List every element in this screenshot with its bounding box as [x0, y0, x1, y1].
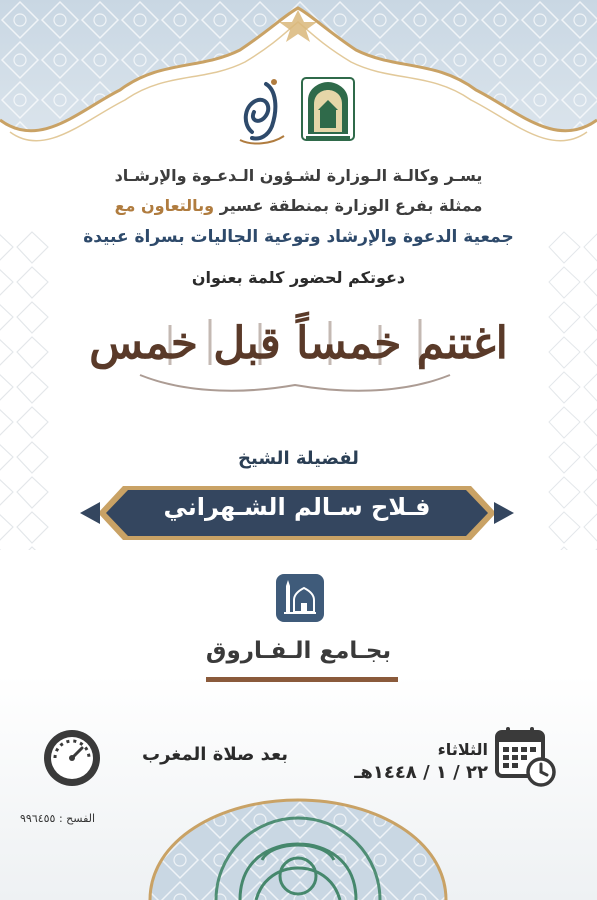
talk-title: اغتنم خمساً قبل خمس	[89, 318, 508, 369]
branch-line	[0, 196, 597, 215]
permit-number: الفسح : ٩٩٦٤٥٥	[20, 812, 96, 825]
association-line: جمعية الدعوة والإرشاد وتوعية الجاليات بسراة عبيدة	[83, 227, 514, 247]
venue-name: بجـامع الـفـاروق	[205, 638, 392, 664]
event-time: بعد صلاة المغرب	[142, 744, 288, 765]
organizer-line: يسـر وكالـة الـوزارة لشـؤون الـدعـوة والإرشـاد	[114, 166, 483, 185]
speaker-name: فـلاح سـالم الشـهراني	[163, 493, 431, 521]
ministry-logos	[232, 74, 362, 150]
event-date: ٢٢ / ١ / ١٤٤٨هـ	[354, 762, 488, 783]
speaker-label: لفضيلة الشيخ	[238, 448, 359, 469]
venue-underline	[206, 677, 398, 682]
branch-text: ممثلة بفرع الوزارة بمنطقة عسير	[219, 196, 483, 215]
bottom-medallion-ornament	[0, 760, 597, 900]
invitation-line: دعوتكم لحضور كلمة بعنوان	[191, 268, 406, 287]
ministry-emblem	[302, 78, 354, 140]
event-day: الثلاثاء	[437, 740, 488, 759]
mosque-icon	[276, 574, 324, 622]
calligraphy-logo	[240, 79, 284, 143]
cooperation-text: وبالتعاون مع	[114, 196, 215, 215]
